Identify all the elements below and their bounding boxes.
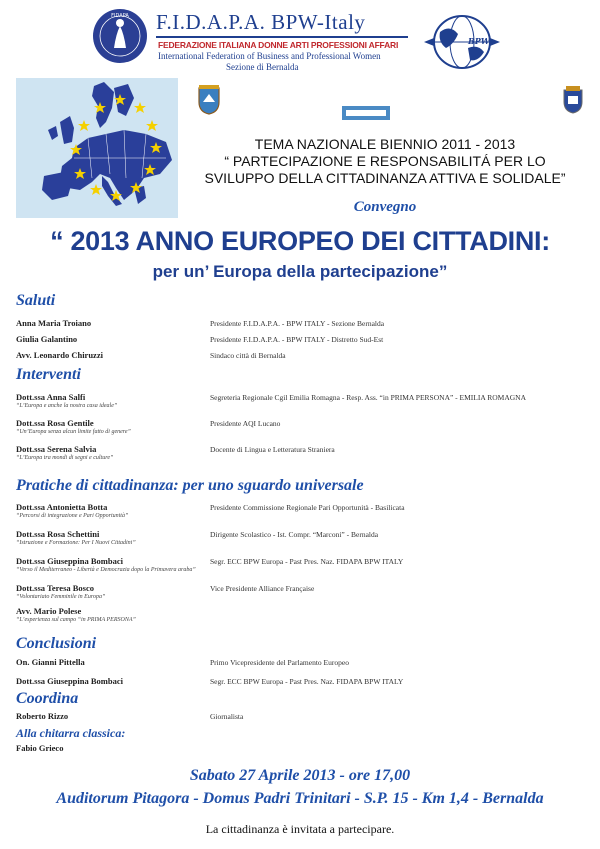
province-coat-of-arms-icon <box>562 86 584 114</box>
organization-section: Sezione di Bernalda <box>226 62 299 72</box>
speaker-name: Dott.ssa Teresa Bosco <box>16 583 94 593</box>
speaker-topic: “Istruzione e Formazione: Per I Nuovi Cittadini” <box>16 540 136 546</box>
bernalda-coat-of-arms-icon <box>196 84 222 116</box>
speaker-name: Avv. Mario Polese <box>16 606 82 616</box>
speaker-topic: “L’esperienza sul campo “in PRIMA PERSONA” <box>16 617 136 623</box>
coordinator-name: Roberto Rizzo <box>16 711 69 721</box>
section-heading-interventi: Interventi <box>16 366 81 383</box>
speaker-role: Primo Vicepresidente del Parlamento Europeo <box>210 658 349 667</box>
speaker-name: Dott.ssa Serena Salvia <box>16 444 97 454</box>
organization-title: F.I.D.A.P.A. BPW-Italy <box>156 10 366 34</box>
speaker-name: Dott.ssa Rosa Gentile <box>16 418 94 428</box>
organization-subtitle-en: International Federation of Business and Professional Women <box>158 51 381 61</box>
speaker-name: Giulia Galantino <box>16 334 78 344</box>
section-heading-chitarra: Alla chitarra classica: <box>16 726 126 740</box>
speaker-role: Docente di Lingua e Letteratura Straniera <box>210 445 335 454</box>
event-subtitle: per un’ Europa della partecipazione” <box>152 262 448 281</box>
speaker-role: Segr. ECC BPW Europa - Past Pres. Naz. FIDAPA BPW ITALY <box>210 677 404 686</box>
speaker-name: Dott.ssa Giuseppina Bombaci <box>16 556 123 566</box>
event-title: “ 2013 ANNO EUROPEO DEI CITTADINI: <box>50 226 550 256</box>
organization-subtitle-it: FEDERAZIONE ITALIANA DONNE ARTI PROFESSIONI AFFARI <box>158 40 399 50</box>
speaker-topic: “Volontariato Femminile in Europa” <box>16 594 106 600</box>
theme-line-1: TEMA NAZIONALE BIENNIO 2011 - 2013 <box>254 136 516 152</box>
coordinator-role: Giornalista <box>210 712 244 721</box>
theme-line-2: “ PARTECIPAZIONE E RESPONSABILITÁ PER LO <box>224 153 546 169</box>
europe-map-icon <box>16 78 178 218</box>
regione-logo-icon <box>342 106 390 120</box>
section-heading-pratiche: Pratiche di cittadinanza: per uno sguardo universale <box>16 477 364 494</box>
invitation-text: La cittadinanza è invitata a partecipare. <box>205 822 395 836</box>
section-heading-coordina: Coordina <box>16 690 79 707</box>
speaker-topic: “Verso il Mediterraneo - Libertà e Democrazia dopo la Primavera araba” <box>16 567 196 573</box>
speaker-role: Dirigente Scolastico - Ist. Compr. “Marconi” - Bernalda <box>210 530 379 539</box>
speaker-role: Presidente Commissione Regionale Pari Opportunità - Basilicata <box>210 503 405 512</box>
fidapa-logo-icon <box>92 8 148 64</box>
speaker-topic: “Un’Europa senza alcun limite fatto di genere” <box>16 429 131 435</box>
speaker-topic: “L’Europa e anche la nostra casa ideale” <box>16 403 118 409</box>
speaker-name: Anna Maria Troiano <box>16 318 92 328</box>
speaker-role: Presidente F.I.D.A.P.A. - BPW ITALY - Sezione Bernalda <box>210 319 385 328</box>
speaker-role: Segr. ECC BPW Europa - Past Pres. Naz. FIDAPA BPW ITALY <box>210 557 404 566</box>
speaker-name: Dott.ssa Giuseppina Bombaci <box>16 676 123 686</box>
svg-text:BPW: BPW <box>468 36 490 46</box>
speaker-topic: “L’Europa tra mondi di segni e culture” <box>16 455 114 461</box>
bpw-globe-logo-icon <box>420 14 504 70</box>
convegno-label: Convegno <box>353 199 417 215</box>
theme-line-3: SVILUPPO DELLA CITTADINANZA ATTIVA E SOLIDALE” <box>204 170 566 186</box>
speaker-name: Dott.ssa Rosa Schettini <box>16 529 100 539</box>
speaker-topic: “Percorsi di integrazione e Pari Opportunità” <box>16 513 129 519</box>
section-heading-conclusioni: Conclusioni <box>16 635 97 652</box>
event-date: Sabato 27 Aprile 2013 - ore 17,00 <box>189 767 411 784</box>
speaker-role: Sindaco città di Bernalda <box>210 351 286 360</box>
guitarist-name: Fabio Grieco <box>16 743 64 753</box>
section-heading-saluti: Saluti <box>16 292 56 309</box>
header-divider <box>156 36 408 38</box>
event-venue: Auditorum Pitagora - Domus Padri Trinitari - S.P. 15 - Km 1,4 - Bernalda <box>56 790 544 807</box>
speaker-role: Segreteria Regionale Cgil Emilia Romagna - Resp. Ass. “in PRIMA PERSONA” - EMILIA ROMAGNA <box>210 393 527 402</box>
speaker-name: Dott.ssa Anna Salfi <box>16 392 86 402</box>
speaker-name: On. Gianni Pittella <box>16 657 85 667</box>
svg-text:FIDAPA: FIDAPA <box>111 13 129 19</box>
speaker-role: Vice Presidente Alliance Française <box>210 584 315 593</box>
speaker-role: Presidente AQI Lucano <box>210 419 281 428</box>
europe-map <box>16 78 178 218</box>
speaker-role: Presidente F.I.D.A.P.A. - BPW ITALY - Distretto Sud-Est <box>210 335 384 344</box>
speaker-name: Avv. Leonardo Chiruzzi <box>16 350 103 360</box>
speaker-name: Dott.ssa Antonietta Botta <box>16 502 108 512</box>
